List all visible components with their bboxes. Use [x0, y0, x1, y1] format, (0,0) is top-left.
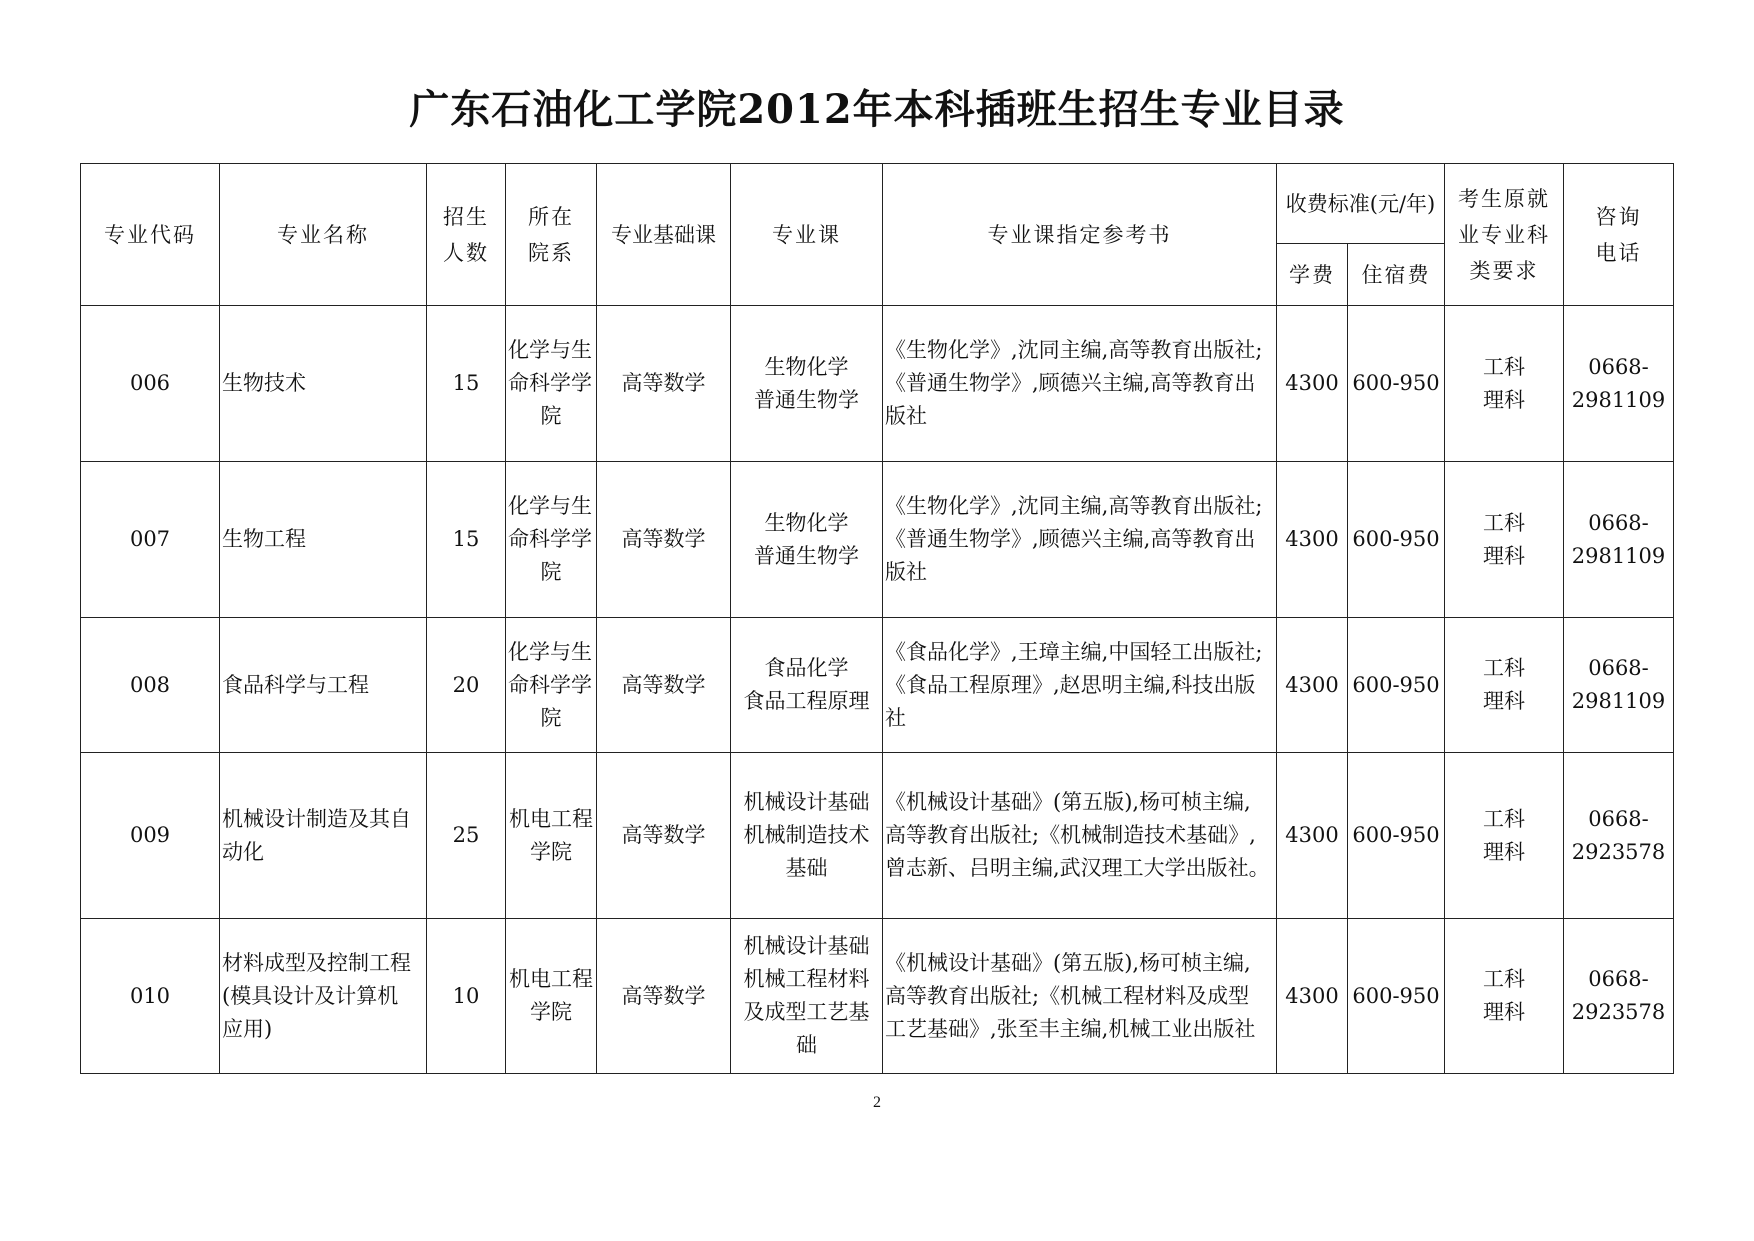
cell-reference-line: 《机械设计基础》(第五版),杨可桢主编, — [885, 790, 1251, 814]
cell-dept-line: 院 — [540, 404, 562, 428]
header-basic-course: 专业基础课 — [597, 164, 731, 306]
header-requirement-line: 考生原就 — [1458, 186, 1550, 211]
cell-code: 010 — [81, 919, 220, 1074]
header-requirement — [1445, 164, 1564, 306]
cell-name-line: 动化 — [222, 839, 264, 864]
major-catalog-table — [80, 163, 1674, 1074]
cell-basic-course: 高等数学 — [597, 306, 731, 462]
cell-major-course — [731, 306, 883, 462]
cell-phone — [1564, 753, 1674, 919]
cell-phone-line: 0668- — [1588, 806, 1649, 831]
cell-requirement-line: 理科 — [1483, 1000, 1525, 1024]
header-name: 专业名称 — [220, 164, 427, 306]
cell-reference-line: 版社 — [885, 404, 927, 428]
header-phone-line: 咨询 — [1595, 204, 1642, 229]
cell-reference — [883, 919, 1277, 1074]
cell-dorm: 600-950 — [1348, 919, 1445, 1074]
cell-major-course-line: 生物化学 — [764, 354, 849, 379]
cell-basic-course: 高等数学 — [597, 919, 731, 1074]
cell-name — [220, 618, 427, 753]
cell-reference — [883, 462, 1277, 618]
cell-dept-line: 化学与生 — [508, 639, 592, 664]
cell-name-line: 生物技术 — [222, 371, 306, 395]
cell-requirement-line: 工科 — [1483, 656, 1525, 680]
page-title: 广东石油化工学院2012年本科插班生招生专业目录 — [409, 86, 1345, 133]
cell-requirement — [1445, 306, 1564, 462]
cell-requirement — [1445, 753, 1564, 919]
cell-name-line: 机械设计制造及其自 — [222, 806, 411, 831]
cell-dept-line: 化学与生 — [508, 338, 592, 362]
cell-phone-line: 2923578 — [1571, 1000, 1666, 1024]
cell-dept — [506, 753, 597, 919]
cell-major-course-line: 生物化学 — [764, 510, 849, 535]
cell-name-line: 食品科学与工程 — [222, 672, 369, 697]
header-major-course: 专业课 — [731, 164, 883, 306]
cell-reference-line: 社 — [885, 705, 906, 730]
cell-major-course-line: 机械设计基础 — [743, 790, 870, 814]
cell-dept — [506, 919, 597, 1074]
cell-phone-line: 0668- — [1588, 354, 1649, 379]
table-row — [81, 462, 1674, 618]
cell-requirement-line: 理科 — [1483, 387, 1525, 412]
cell-reference-line: 《食品化学》,王璋主编,中国轻工出版社; — [885, 639, 1263, 664]
cell-major-course-line: 食品工程原理 — [743, 689, 870, 713]
header-code: 专业代码 — [81, 164, 220, 306]
header-quota-line: 人数 — [443, 240, 489, 265]
header-dept-line: 所在 — [528, 204, 574, 229]
page-number: 2 — [873, 1094, 881, 1111]
cell-reference-line: 《普通生物学》,顾德兴主编,高等教育出 — [885, 371, 1256, 395]
cell-code: 008 — [81, 618, 220, 753]
cell-dorm: 600-950 — [1348, 306, 1445, 462]
cell-dept-line: 化学与生 — [508, 494, 592, 518]
cell-name-line: 材料成型及控制工程 — [222, 950, 411, 975]
cell-basic-course: 高等数学 — [597, 753, 731, 919]
cell-phone-line: 0668- — [1588, 510, 1649, 535]
cell-major-course — [731, 462, 883, 618]
cell-basic-course: 高等数学 — [597, 618, 731, 753]
cell-name — [220, 919, 427, 1074]
cell-reference-line: 版社 — [885, 560, 927, 584]
table-row — [81, 618, 1674, 753]
cell-dept — [506, 462, 597, 618]
cell-major-course — [731, 919, 883, 1074]
header-quota — [427, 164, 506, 306]
header-phone-line: 电话 — [1595, 240, 1642, 265]
cell-requirement — [1445, 919, 1564, 1074]
cell-requirement — [1445, 462, 1564, 618]
cell-requirement — [1445, 618, 1564, 753]
cell-major-course-line: 础 — [796, 1033, 817, 1057]
cell-name-line: (模具设计及计算机 — [222, 983, 399, 1008]
cell-reference-line: 《食品工程原理》,赵思明主编,科技出版 — [885, 672, 1256, 697]
cell-reference — [883, 753, 1277, 919]
cell-quota: 20 — [427, 618, 506, 753]
cell-quota: 15 — [427, 462, 506, 618]
cell-phone — [1564, 306, 1674, 462]
cell-dept-line: 院 — [540, 705, 562, 730]
cell-reference-line: 《生物化学》,沈同主编,高等教育出版社; — [885, 494, 1263, 518]
cell-reference-line: 《机械设计基础》(第五版),杨可桢主编, — [885, 950, 1251, 975]
header-tuition: 学费 — [1277, 244, 1348, 306]
header-dept — [506, 164, 597, 306]
cell-name-line: 应用) — [222, 1016, 273, 1041]
cell-basic-course: 高等数学 — [597, 462, 731, 618]
header-phone — [1564, 164, 1674, 306]
cell-reference-line: 《普通生物学》,顾德兴主编,高等教育出 — [885, 527, 1256, 551]
cell-dept — [506, 306, 597, 462]
cell-code: 006 — [81, 306, 220, 462]
cell-phone — [1564, 919, 1674, 1074]
table-row — [81, 753, 1674, 919]
cell-requirement-line: 工科 — [1483, 510, 1525, 535]
header-fee-group: 收费标准(元/年) — [1277, 164, 1445, 244]
cell-dept-line: 命科学学 — [508, 371, 592, 395]
cell-name — [220, 753, 427, 919]
header-dept-line: 院系 — [528, 240, 574, 265]
cell-major-course-line: 机械制造技术 — [743, 823, 870, 847]
cell-quota: 15 — [427, 306, 506, 462]
cell-major-course-line: 机械设计基础 — [743, 934, 870, 958]
cell-tuition: 4300 — [1277, 462, 1348, 618]
table-row — [81, 306, 1674, 462]
cell-major-course-line: 及成型工艺基 — [743, 1000, 870, 1024]
cell-tuition: 4300 — [1277, 919, 1348, 1074]
cell-requirement-line: 工科 — [1483, 354, 1525, 379]
cell-requirement-line: 理科 — [1483, 543, 1525, 568]
table-row — [81, 919, 1674, 1074]
cell-phone-line: 0668- — [1588, 656, 1649, 680]
cell-dorm: 600-950 — [1348, 753, 1445, 919]
cell-phone-line: 2923578 — [1571, 839, 1666, 864]
cell-reference — [883, 306, 1277, 462]
cell-major-course-line: 普通生物学 — [754, 543, 859, 568]
cell-dorm: 600-950 — [1348, 462, 1445, 618]
cell-dept-line: 命科学学 — [508, 527, 592, 551]
cell-major-course-line: 普通生物学 — [754, 387, 859, 412]
header-dorm: 住宿费 — [1348, 244, 1445, 306]
cell-dept-line: 命科学学 — [508, 672, 592, 697]
cell-major-course — [731, 753, 883, 919]
cell-requirement-line: 工科 — [1483, 967, 1525, 991]
cell-reference-line: 高等教育出版社;《机械工程材料及成型 — [885, 983, 1250, 1008]
cell-quota: 10 — [427, 919, 506, 1074]
cell-code: 009 — [81, 753, 220, 919]
cell-quota: 25 — [427, 753, 506, 919]
cell-major-course-line: 机械工程材料 — [743, 967, 870, 991]
cell-dept — [506, 618, 597, 753]
cell-tuition: 4300 — [1277, 618, 1348, 753]
cell-major-course-line: 食品化学 — [764, 656, 849, 680]
cell-phone-line: 2981109 — [1571, 689, 1666, 713]
header-requirement-line: 类要求 — [1469, 258, 1539, 283]
cell-dept-line: 院 — [540, 560, 562, 584]
cell-phone — [1564, 618, 1674, 753]
cell-name-line: 生物工程 — [222, 527, 306, 551]
cell-phone-line: 0668- — [1588, 967, 1649, 991]
cell-phone-line: 2981109 — [1571, 387, 1666, 412]
header-requirement-line: 业专业科 — [1458, 222, 1550, 247]
cell-requirement-line: 理科 — [1483, 839, 1525, 864]
header-reference: 专业课指定参考书 — [883, 164, 1277, 306]
cell-tuition: 4300 — [1277, 306, 1348, 462]
cell-reference-line: 曾志新、吕明主编,武汉理工大学出版社。 — [885, 856, 1270, 880]
cell-requirement-line: 理科 — [1483, 689, 1525, 713]
cell-reference-line: 高等教育出版社;《机械制造技术基础》, — [885, 823, 1256, 847]
cell-reference-line: 工艺基础》,张至丰主编,机械工业出版社 — [885, 1016, 1256, 1041]
cell-dorm: 600-950 — [1348, 618, 1445, 753]
cell-dept-line: 机电工程 — [509, 806, 593, 831]
cell-major-course — [731, 618, 883, 753]
header-row — [81, 164, 1674, 244]
cell-requirement-line: 工科 — [1483, 806, 1525, 831]
cell-reference-line: 《生物化学》,沈同主编,高等教育出版社; — [885, 338, 1263, 362]
cell-major-course-line: 基础 — [785, 856, 828, 880]
cell-dept-line: 学院 — [530, 839, 572, 864]
cell-name — [220, 306, 427, 462]
cell-tuition: 4300 — [1277, 753, 1348, 919]
header-quota-line: 招生 — [443, 204, 489, 229]
cell-dept-line: 学院 — [530, 1000, 572, 1024]
cell-dept-line: 机电工程 — [509, 967, 593, 991]
cell-phone — [1564, 462, 1674, 618]
cell-reference — [883, 618, 1277, 753]
cell-phone-line: 2981109 — [1571, 543, 1666, 568]
cell-name — [220, 462, 427, 618]
cell-code: 007 — [81, 462, 220, 618]
